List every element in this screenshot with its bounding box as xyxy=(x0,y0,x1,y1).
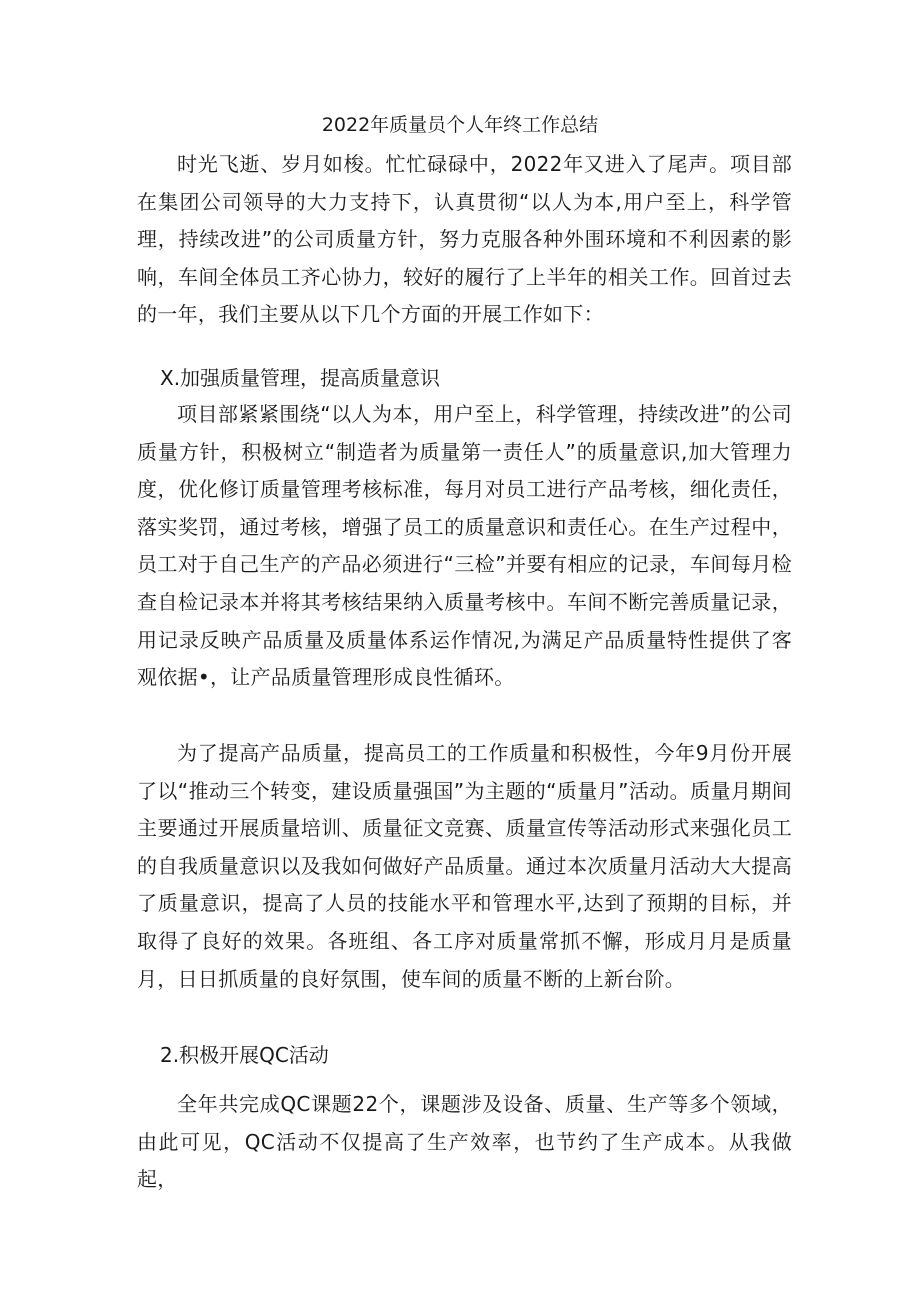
section-heading-qc-activities: 2.积极开展QC活动 xyxy=(160,1043,329,1067)
paragraph-quality-management: 项目部紧紧围绕“以人为本，用户至上，科学管理，持续改进”的公司质量方针，积极树立“制造者为质量第一责任人”的质量意识,加大管理力度，优化修订质量管理考核标准，每月对员工进行产品考核，细化责任，落实奖罚，通过考核，增强了员工的质量意识和责任心。在生产过程中，员工对于自己生产的产品必须进行“三检”并要有相应的记录，车间每月检查自检记录本并将其考核结果纳入质量考核中。车间不断完善质量记录，用记录反映产品质量及质量体系运作情况,为满足产品质量特性提供了客观依据•，让产品质量管理形成良性循环。 xyxy=(137,402,792,690)
paragraph-intro: 时光飞逝、岁月如梭。忙忙碌碌中，2022年又进入了尾声。项目部在集团公司领导的大力支持下，认真贯彻“以人为本,用户至上，科学管理，持续改进”的公司质量方针，努力克服各种外围环境和不利因素的影响，车间全体员工齐心协力，较好的履行了上半年的相关工作。回首过去的一年，我们主要从以下几个方面的开展工作如下： xyxy=(137,152,792,327)
paragraph-qc-activities: 全年共完成QC课题22个，课题涉及设备、质量、生产等多个领域，由此可见，QC活动不仅提高了生产效率，也节约了生产成本。从我做起， xyxy=(137,1092,792,1192)
document-title: 2022年质量员个人年终工作总结 xyxy=(321,114,599,136)
section-heading-quality-management: X.加强质量管理，提高质量意识 xyxy=(160,366,441,390)
paragraph-quality-month: 为了提高产品质量，提高员工的工作质量和积极性，今年9月份开展了以“推动三个转变，建设质量强国”为主题的“质量月”活动。质量月期间主要通过开展质量培训、质量征文竞赛、质量宣传等活动形式来强化员工的自我质量意识以及我如何做好产品质量。通过本次质量月活动大大提高了质量意识，提高了人员的技能水平和管理水平,达到了预期的目标，并取得了良好的效果。各班组、各工序对质量常抓不懈，形成月月是质量月，日日抓质量的良好氛围，使车间的质量不断的上新台阶。 xyxy=(137,741,792,991)
